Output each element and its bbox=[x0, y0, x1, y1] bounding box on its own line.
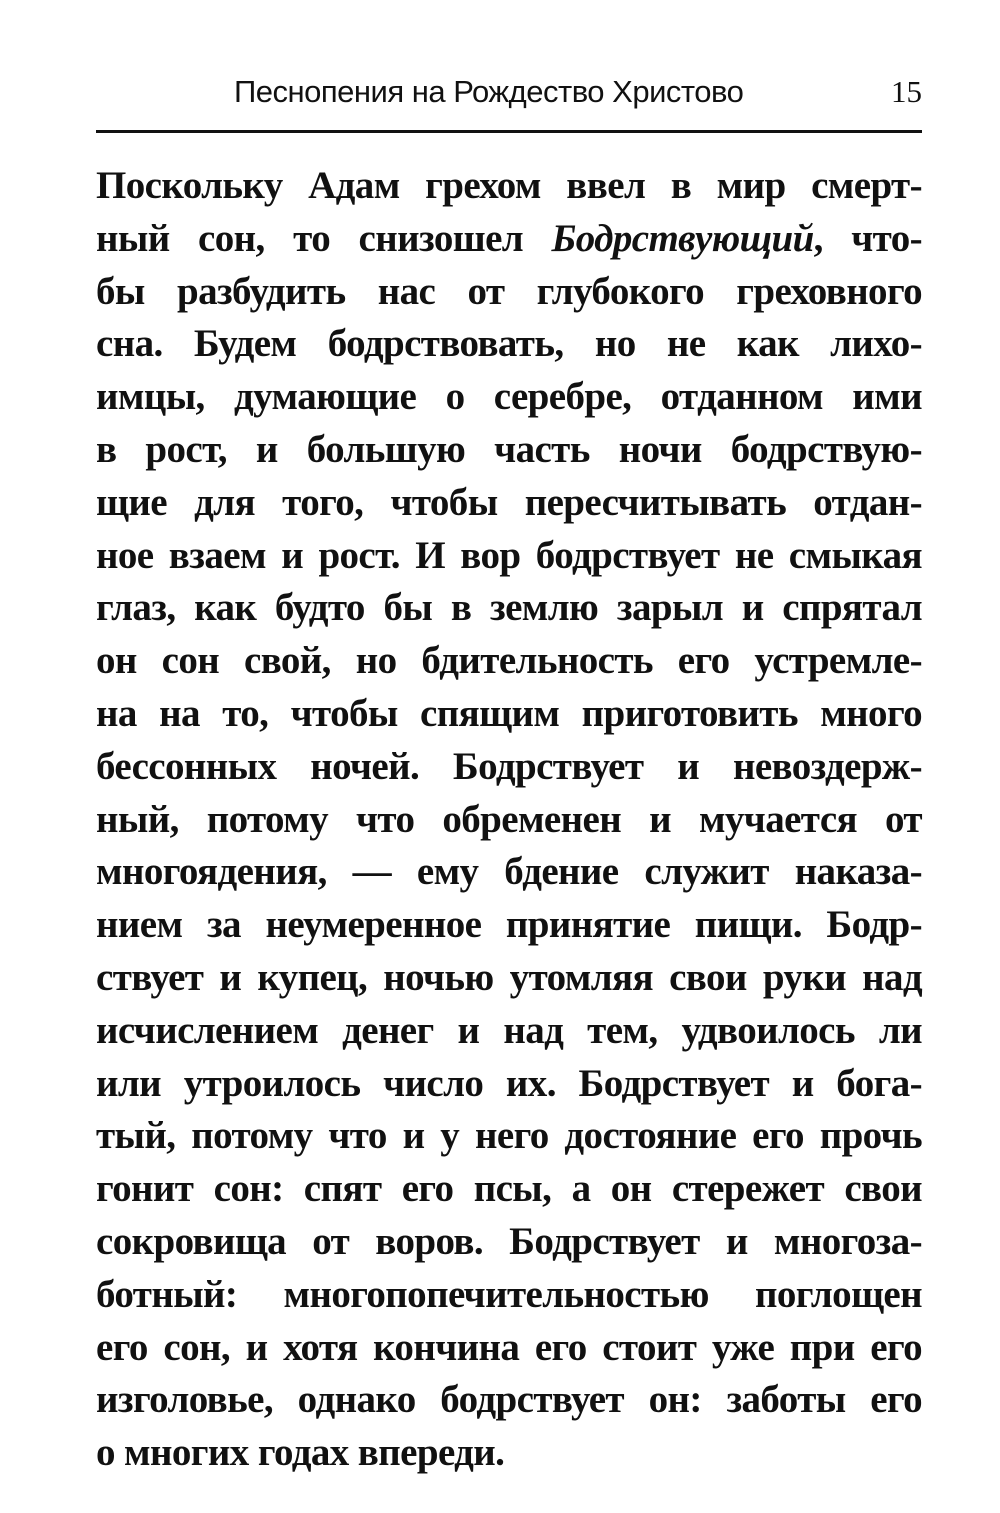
text-line: Поскольку Адам грехом ввел в мир смерт- bbox=[96, 164, 922, 207]
text-line: глаз, как будто бы в землю зарыл и спрятал bbox=[96, 586, 922, 630]
text-line: бессонных ночей. Бодрствует и невоздерж- bbox=[96, 744, 922, 788]
text-line: гонит сон: спят его псы, а он стережет свои bbox=[96, 1167, 922, 1211]
text-line: щие для того, чтобы пересчитывать отдан- bbox=[96, 480, 922, 524]
header-rule bbox=[96, 130, 922, 133]
text-line: бы разбудить нас от глубокого греховного bbox=[96, 269, 922, 313]
text-line: многоядения, — ему бдение служит наказа- bbox=[96, 850, 922, 894]
text-line: ботный: многопопечительностью поглощен bbox=[96, 1272, 922, 1316]
text-line: или утроилось число их. Бодрствует и бога- bbox=[96, 1061, 922, 1105]
text-line: сокровища от воров. Бодрствует и многоза- bbox=[96, 1219, 922, 1263]
body-paragraph bbox=[96, 160, 922, 1480]
text-line: на на то, чтобы спящим приготовить много bbox=[96, 691, 922, 735]
text-line: имцы, думающие о серебре, отданном ими bbox=[96, 375, 922, 419]
text-line: он сон свой, но бдительность его устремле- bbox=[96, 639, 922, 683]
text-line: его сон, и хотя кончина его стоит уже при его bbox=[96, 1325, 922, 1369]
text-line: ный, потому что обременен и мучается от bbox=[96, 797, 922, 841]
text-line: тый, потому что и у него достояние его прочь bbox=[96, 1114, 922, 1158]
emphasis-word: Бодрствующий bbox=[551, 216, 814, 260]
text-line: нием за неумеренное принятие пищи. Бодр- bbox=[96, 903, 922, 947]
text-line: ный сон, то снизошел Бодрствующий, что- bbox=[96, 216, 922, 260]
text-line: изголовье, однако бодрствует он: заботы его bbox=[96, 1378, 922, 1422]
page-number: 15 bbox=[891, 74, 922, 109]
text-line: в рост, и большую часть ночи бодрствую- bbox=[96, 427, 922, 471]
text-line: ное взаем и рост. И вор бодрствует не смыкая bbox=[96, 533, 922, 577]
text-line: ствует и купец, ночью утомляя свои руки над bbox=[96, 955, 922, 999]
running-title: Песнопения на Рождество Христово bbox=[234, 74, 744, 109]
text-line: сна. Будем бодрствовать, но не как лихо- bbox=[96, 322, 922, 366]
text-line: о многих годах впереди. bbox=[96, 1431, 505, 1475]
text-line: исчислением денег и над тем, удвоилось ли bbox=[96, 1008, 922, 1052]
